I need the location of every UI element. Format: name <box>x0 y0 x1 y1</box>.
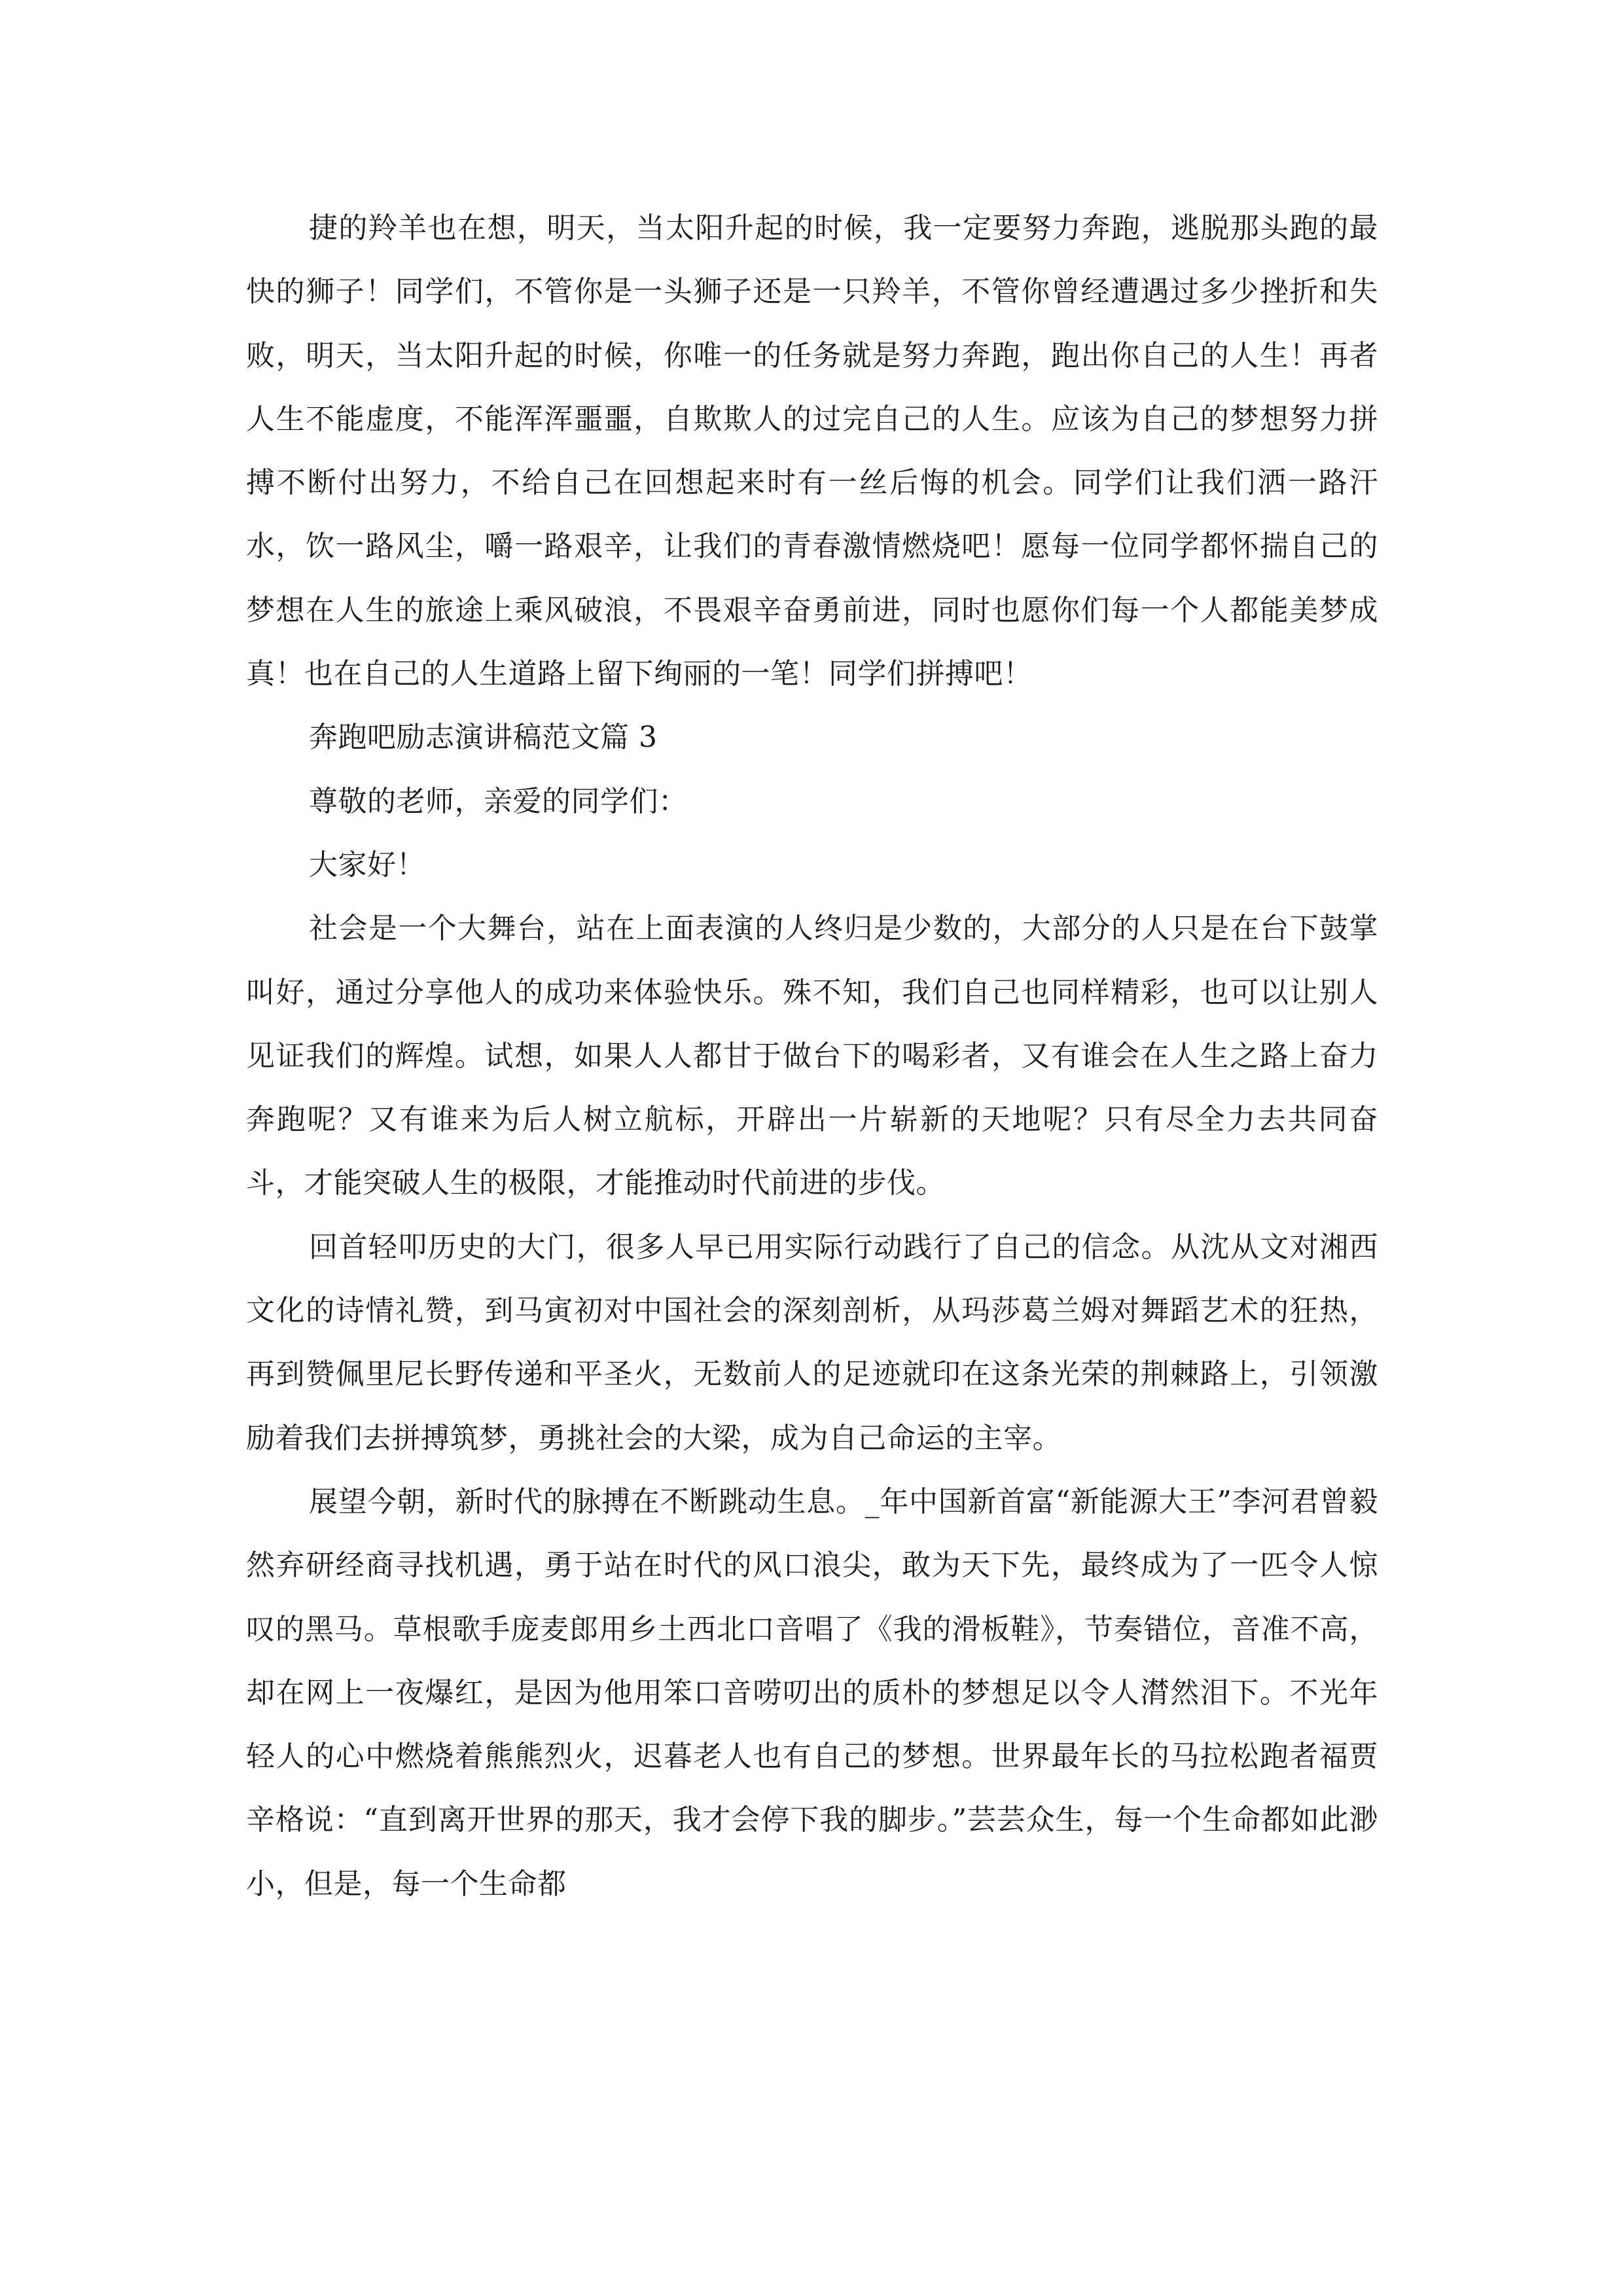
salutation: 尊敬的老师，亲爱的同学们： <box>309 784 688 818</box>
paragraph-present: 展望今朝，新时代的脉搏在不断跳动生息。_年中国新首富“新能源大王”李河君曾毅然弃研经商寻找机遇，勇于站在时代的风口浪尖，敢为天下先，最终成为了一匹令人惊叹的黑马。草根歌手庞麦郎用乡土西北口音唱了《我的滑板鞋》，节奏错位，音准不高，却在网上一夜爆红，是因为他用笨口音唠叨出的质朴的梦想足以令人潸然泪下。不光年轻人的心中燃烧着熊熊烈火，迟暮老人也有自己的梦想。世界最年长的马拉松跑者福贾辛格说：“直到离开世界的那天，我才会停下我的脚步。”芸芸众生，每一个生命都如此渺小，但是，每一个生命都 <box>246 1484 1378 1901</box>
paragraph-closing: 捷的羚羊也在想，明天，当太阳升起的时候，我一定要努力奔跑，逃脱那头跑的最快的狮子！同学们，不管你是一头狮子还是一只羚羊，不管你曾经遭遇过多少挫折和失败，明天，当太阳升起的时候，你唯一的任务就是努力奔跑，跑出你自己的人生！再者人生不能虚度，不能浑浑噩噩，自欺欺人的过完自己的人生。应该为自己的梦想努力拼搏不断付出努力，不给自己在回想起来时有一丝后悔的机会。同学们让我们洒一路汗水，饮一路风尘，嚼一路艰辛，让我们的青春激情燃烧吧！愿每一位同学都怀揣自己的梦想在人生的旅途上乘风破浪，不畏艰辛奋勇前进，同时也愿你们每一个人都能美梦成真！也在自己的人生道路上留下绚丽的一笔！同学们拼搏吧！ <box>246 211 1378 691</box>
paragraph-society-stage: 社会是一个大舞台，站在上面表演的人终归是少数的，大部分的人只是在台下鼓掌叫好，通过分享他人的成功来体验快乐。殊不知，我们自己也同样精彩，也可以让别人见证我们的辉煌。试想，如果人人都甘于做台下的喝彩者，又有谁会在人生之路上奋力奔跑呢？又有谁来为后人树立航标，开辟出一片崭新的天地呢？只有尽全力去共同奋斗，才能突破人生的极限，才能推动时代前进的步伐。 <box>246 912 1378 1200</box>
greeting: 大家好！ <box>309 848 425 882</box>
document-body <box>246 196 1378 1916</box>
section-heading: 奔跑吧励志演讲稿范文篇 3 <box>309 721 658 755</box>
paragraph-history: 回首轻叩历史的大门，很多人早已用实际行动践行了自己的信念。从沈从文对湘西文化的诗情礼赞，到马寅初对中国社会的深刻剖析，从玛莎葛兰姆对舞蹈艺术的狂热，再到赞佩里尼长野传递和平圣火，无数前人的足迹就印在这条光荣的荆棘路上，引领激励着我们去拼搏筑梦，勇挑社会的大梁，成为自己命运的主宰。 <box>246 1230 1378 1455</box>
